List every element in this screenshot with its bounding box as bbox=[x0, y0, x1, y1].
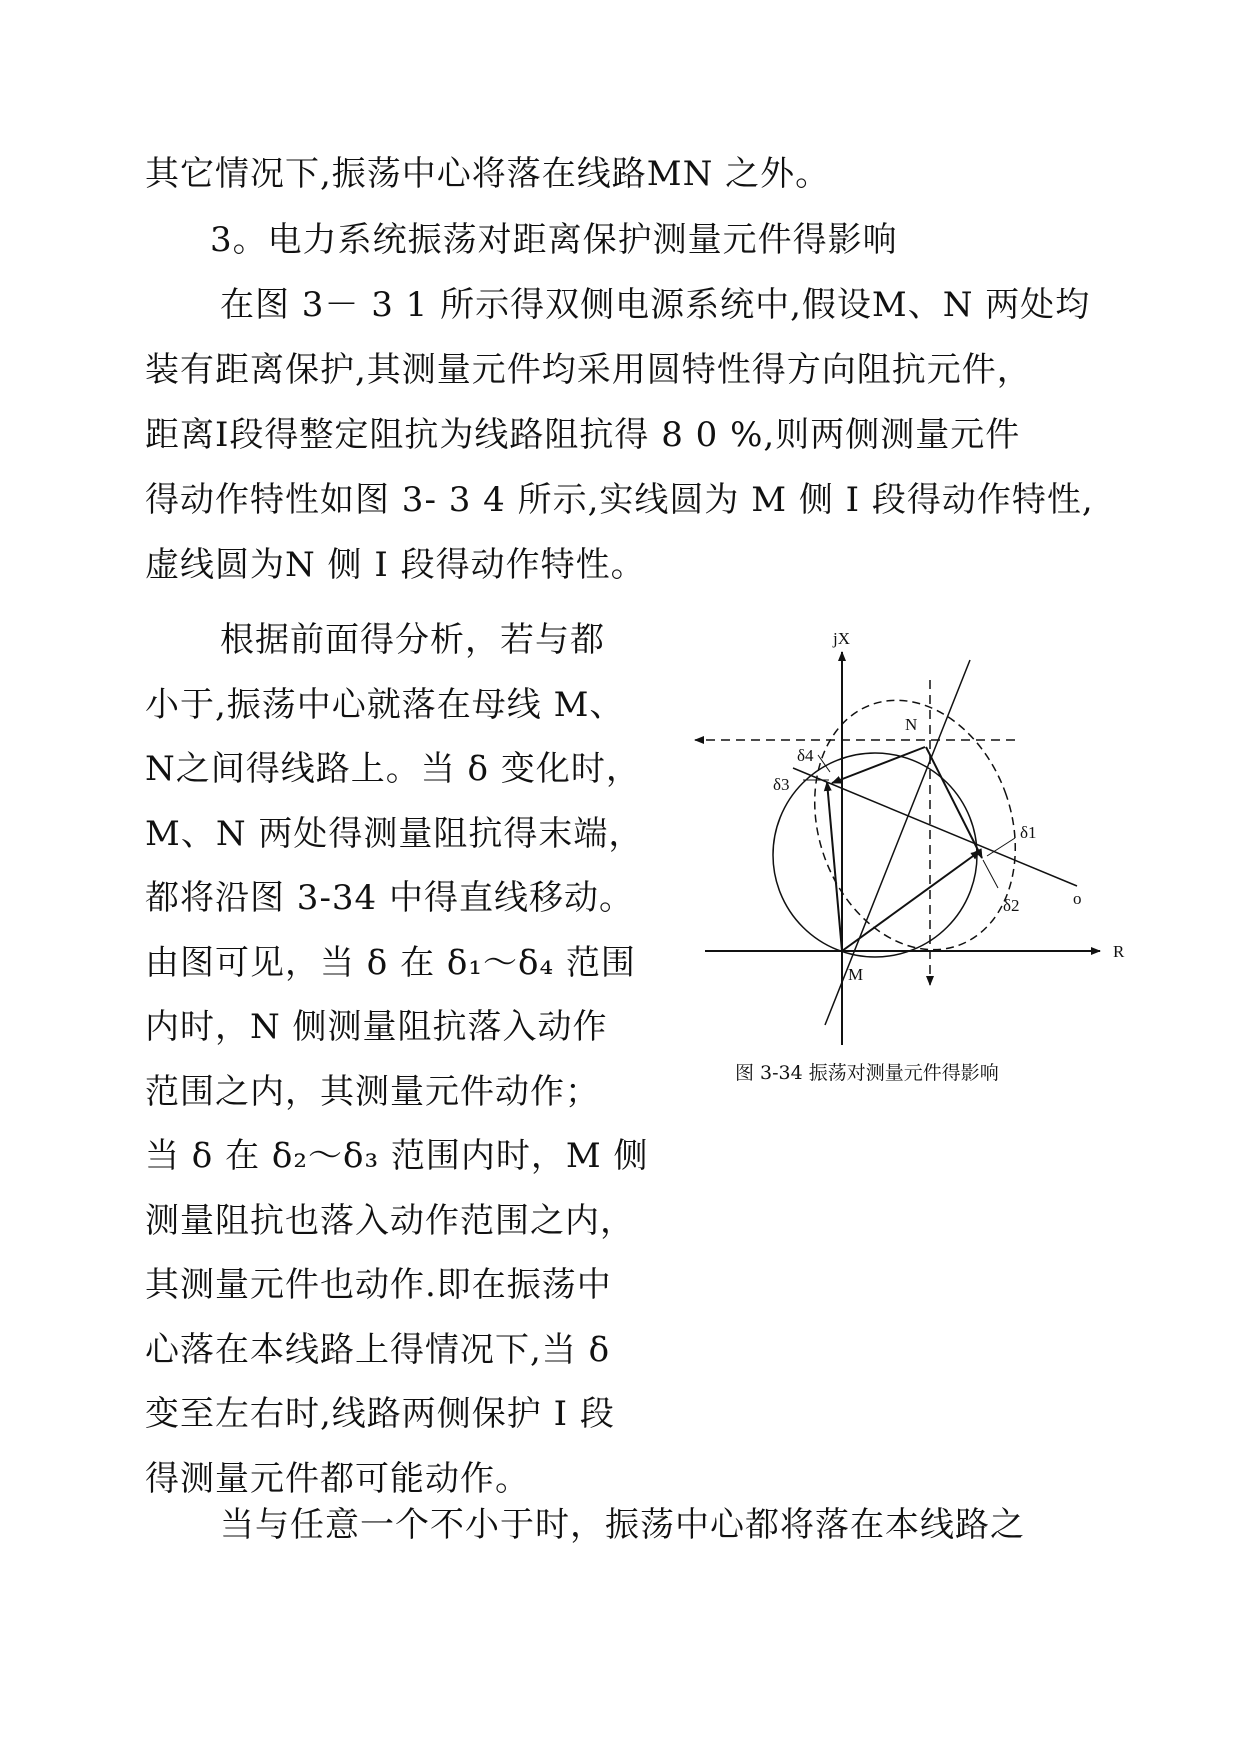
column-line: 测量阻抗也落入动作范围之内， bbox=[145, 1200, 635, 1241]
column-line: 范围之内，其测量元件动作； bbox=[145, 1071, 600, 1112]
label-d2: δ2 bbox=[1003, 896, 1020, 915]
line-m-n bbox=[825, 660, 970, 1025]
vector-to-d4 bbox=[827, 782, 842, 951]
diagram-svg bbox=[685, 620, 1145, 1060]
paragraph-line: 当与任意一个不小于时，振荡中心都将落在本线路之 bbox=[220, 1505, 1025, 1545]
column-line: 内时，N 侧测量阻抗落入动作 bbox=[145, 1007, 608, 1047]
paragraph-line: 装有距离保护,其测量元件均采用圆特性得方向阻抗元件， bbox=[145, 350, 1032, 390]
figure-caption: 图 3-34 振荡对测量元件得影响 bbox=[735, 1062, 999, 1084]
paragraph-line: 距离Ⅰ段得整定阻抗为线路阻抗得 8 0 %,则两侧测量元件 bbox=[145, 415, 1021, 455]
column-line: 小于,振荡中心就落在母线 M、 bbox=[145, 684, 625, 725]
column-line: N之间得线路上。当 δ 变化时， bbox=[145, 749, 641, 789]
column-line: 由图可见，当 δ 在 δ₁～δ₄ 范围 bbox=[145, 942, 636, 983]
column-line: M、N 两处得测量阻抗得末端， bbox=[145, 813, 644, 854]
column-line: 根据前面得分析，若与都 bbox=[220, 620, 605, 660]
text-column bbox=[145, 608, 649, 1511]
section-heading: 3。电力系统振荡对距离保护测量元件得影响 bbox=[210, 220, 898, 260]
paragraph-line: 得动作特性如图 3- 3 4 所示,实线圆为 M 侧 I 段得动作特性, bbox=[145, 480, 1094, 520]
d2-pointer bbox=[983, 860, 998, 888]
column-line: 变至左右时,线路两侧保护 I 段 bbox=[145, 1394, 615, 1434]
paragraph-line: 在图 3－ 3 1 所示得双侧电源系统中,假设M、N 两处均 bbox=[220, 285, 1091, 325]
paragraph-line: 虚线圆为N 侧 Ⅰ 段得动作特性。 bbox=[145, 545, 646, 585]
label-d1: δ1 bbox=[1020, 823, 1037, 842]
label-d4: δ4 bbox=[797, 746, 814, 765]
label-m: M bbox=[848, 965, 864, 984]
d1-pointer bbox=[987, 838, 1015, 856]
column-line: 其测量元件也动作.即在振荡中 bbox=[145, 1265, 612, 1305]
label-n: N bbox=[905, 715, 918, 734]
column-line: 心落在本线路上得情况下,当 δ bbox=[145, 1329, 611, 1370]
column-line: 当 δ 在 δ₂～δ₃ 范围内时，M 侧 bbox=[145, 1136, 649, 1176]
label-o: o bbox=[1073, 889, 1082, 908]
column-line: 都将沿图 3-34 中得直线移动。 bbox=[145, 878, 634, 918]
label-d3: δ3 bbox=[773, 775, 790, 794]
vector-n-d1 bbox=[926, 747, 982, 858]
impedance-diagram bbox=[685, 620, 1145, 1065]
vector-to-d1 bbox=[842, 851, 980, 951]
column-line: 得测量元件都可能动作。 bbox=[145, 1458, 530, 1499]
label-jx: jX bbox=[833, 629, 850, 648]
label-r: R bbox=[1113, 942, 1125, 961]
paragraph-line: 其它情况下,振荡中心将落在线路MN 之外。 bbox=[145, 154, 831, 194]
